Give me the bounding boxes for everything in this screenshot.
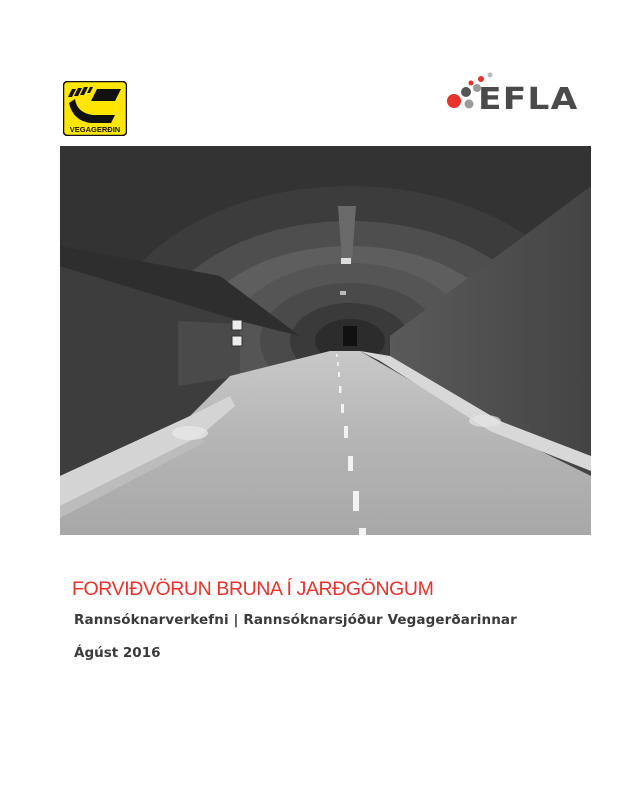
efla-logo-text: EFLA <box>478 82 579 117</box>
document-title: FORVIÐVÖRUN BRUNA Í JARÐGÖNGUM <box>72 578 434 600</box>
niche-sign <box>232 320 242 330</box>
efla-dot-red-large <box>447 94 461 108</box>
vegagerdin-logo-text: VEGAGERÐIN <box>69 125 121 134</box>
document-subtitle: Rannsóknarverkefni | Rannsóknarsjóður Vegagerðarinnar <box>74 612 517 628</box>
phone-sign <box>232 336 242 346</box>
document-date: Ágúst 2016 <box>74 645 161 661</box>
vegagerdin-logo <box>63 81 127 136</box>
cover-image <box>60 146 591 535</box>
